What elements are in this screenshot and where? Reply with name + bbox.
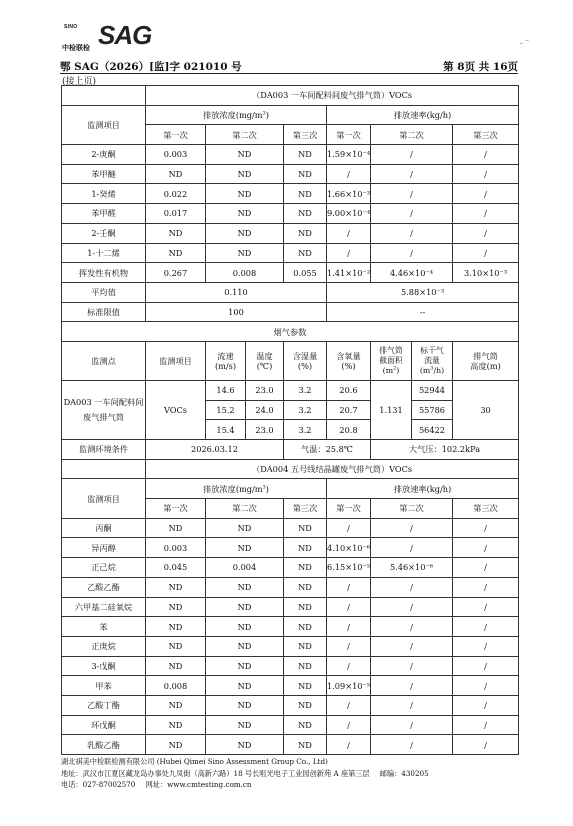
table-row: [62, 597, 519, 617]
conc-3: ND: [284, 538, 327, 558]
avg-conc: 0.110: [146, 282, 327, 302]
item-name: 1-癸烯: [62, 184, 146, 204]
continued-label: (接上页): [62, 77, 97, 87]
sub-header: 第三次: [453, 125, 519, 145]
table-row: [62, 676, 519, 696]
rate-2: /: [371, 597, 453, 617]
item-name: 3-戊酮: [62, 656, 146, 676]
table-body: [62, 86, 519, 755]
flue-flow: 14.6: [206, 380, 246, 400]
page-number: 第 8页 共 16页: [443, 61, 518, 73]
rate-2: /: [371, 243, 453, 263]
conc-3: ND: [284, 558, 327, 578]
conc-2: ND: [206, 617, 284, 637]
rate-3: /: [453, 184, 519, 204]
rate-2: 5.46×10⁻⁶: [371, 558, 453, 578]
flue-dry: 55786: [412, 400, 453, 420]
conc-1: ND: [146, 597, 206, 617]
rate-2: /: [371, 518, 453, 538]
sub-header: 第二次: [371, 125, 453, 145]
flue-height: 30: [453, 380, 519, 439]
item-name: 异丙醇: [62, 538, 146, 558]
rate-3: /: [453, 597, 519, 617]
cell: [62, 86, 146, 106]
table-row: [62, 695, 519, 715]
flue-area-header: 排气筒 截面积 $(m^2)$: [371, 341, 412, 380]
flue-title: 烟气参数: [62, 322, 519, 342]
flue-moist: 3.2: [284, 420, 327, 440]
conc-2: ND: [206, 676, 284, 696]
flue-temp-header: 温度 (℃): [246, 341, 284, 380]
rate-3: /: [453, 617, 519, 637]
rate-1: /: [327, 695, 371, 715]
footer-phone: 电话：027-87002570: [61, 780, 136, 790]
conc-1: 0.008: [146, 676, 206, 696]
conc-2: ND: [206, 695, 284, 715]
table-row: [62, 577, 519, 597]
item-name: 六甲基二硅氧烷: [62, 597, 146, 617]
flue-moist-header: 含湿量 (%): [284, 341, 327, 380]
rate-1: /: [327, 164, 371, 184]
table-row: [62, 263, 519, 283]
flue-row: [62, 380, 519, 400]
table-row: [62, 735, 519, 755]
table2-rate-header: 排放速率(kg/h): [327, 479, 519, 499]
table-row: [62, 636, 519, 656]
conc-1: ND: [146, 695, 206, 715]
rate-1: 6.15×10⁻⁵: [327, 558, 371, 578]
table-row: [62, 243, 519, 263]
rate-1: 1.59×10⁻⁴: [327, 145, 371, 165]
flue-flow-header: 流速 (m/s): [206, 341, 246, 380]
item-name: 正己烷: [62, 558, 146, 578]
flue-title-row: [62, 322, 519, 342]
flue-moist: 3.2: [284, 400, 327, 420]
rate-2: /: [371, 715, 453, 735]
page-footer: [61, 756, 521, 791]
conc-2: 0.004: [206, 558, 284, 578]
rate-1: 4.10×10⁻⁶: [327, 538, 371, 558]
conc-2: ND: [206, 518, 284, 538]
table2-title-row: [62, 459, 519, 479]
conc-3: ND: [284, 243, 327, 263]
flue-temp: 23.0: [246, 420, 284, 440]
flue-flow: 15.4: [206, 420, 246, 440]
conc-3: ND: [284, 518, 327, 538]
rate-2: /: [371, 538, 453, 558]
rate-2: /: [371, 735, 453, 755]
table-row: [62, 656, 519, 676]
table1-rate-header: 排放速率(kg/h): [327, 105, 519, 125]
sub-header: 第二次: [206, 499, 284, 519]
rate-2: /: [371, 223, 453, 243]
conc-1: ND: [146, 577, 206, 597]
table-row: [62, 145, 519, 165]
table-row: [62, 518, 519, 538]
conc-1: ND: [146, 518, 206, 538]
conc-1: 0.017: [146, 204, 206, 224]
conc-3: ND: [284, 695, 327, 715]
flue-oxy-header: 含氧量 (%): [327, 341, 371, 380]
item-name: 正庚烷: [62, 636, 146, 656]
report-number: 鄂 SAG（2026）[监]字 021010 号: [60, 61, 242, 73]
sub-header: 第三次: [284, 125, 327, 145]
conc-2: ND: [206, 538, 284, 558]
conc-1: 0.003: [146, 145, 206, 165]
conc-3: ND: [284, 184, 327, 204]
rate-3: /: [453, 715, 519, 735]
env-row: [62, 440, 519, 460]
rate-3: /: [453, 695, 519, 715]
table1-conc-header: 排放浓度$(mg/m^3)$: [146, 105, 327, 125]
item-name: 苯甲醚: [62, 164, 146, 184]
rate-1: /: [327, 617, 371, 637]
table1-title-row: [62, 86, 519, 106]
sub-header: 第二次: [371, 499, 453, 519]
conc-3: ND: [284, 617, 327, 637]
rate-3: /: [453, 164, 519, 184]
rate-1: /: [327, 577, 371, 597]
cell: [62, 459, 146, 479]
rate-2: /: [371, 145, 453, 165]
table1-item-header: 监测项目: [62, 105, 146, 144]
flue-item: VOCs: [146, 380, 206, 439]
item-name: 2-壬酮: [62, 223, 146, 243]
rate-3: /: [453, 145, 519, 165]
item-name: 乙酸丁酯: [62, 695, 146, 715]
sub-header: 第一次: [146, 499, 206, 519]
flue-point: DA003 一车间配料间废气排气筒: [62, 380, 146, 439]
flue-dry: 52944: [412, 380, 453, 400]
conc-2: ND: [206, 597, 284, 617]
rate-3: /: [453, 676, 519, 696]
conc-1: ND: [146, 617, 206, 637]
table1-limit-row: [62, 302, 519, 322]
flue-header-row: [62, 341, 519, 380]
flue-item-header: 监测项目: [146, 341, 206, 380]
footer-contact-line: [61, 779, 521, 791]
flue-temp: 24.0: [246, 400, 284, 420]
conc-2: ND: [206, 243, 284, 263]
company-logo: [60, 20, 152, 56]
conc-1: ND: [146, 243, 206, 263]
env-temp: 气温：25.8℃: [284, 440, 371, 460]
conc-3: ND: [284, 636, 327, 656]
sub-header: 第一次: [327, 125, 371, 145]
rate-1: 1.66×10⁻³: [327, 184, 371, 204]
rate-3: /: [453, 636, 519, 656]
logo-sag-text: SAG: [98, 20, 152, 50]
conc-3: ND: [284, 597, 327, 617]
flue-oxy: 20.7: [327, 400, 371, 420]
conc-3: ND: [284, 204, 327, 224]
conc-2: ND: [206, 184, 284, 204]
report-header: [60, 59, 518, 74]
rate-1: 9.00×10⁻⁴: [327, 204, 371, 224]
item-name: 苯甲醛: [62, 204, 146, 224]
conc-1: ND: [146, 735, 206, 755]
rate-3: /: [453, 243, 519, 263]
sub-header: 第三次: [453, 499, 519, 519]
limit-label: 标准限值: [62, 302, 146, 322]
conc-1: 0.045: [146, 558, 206, 578]
conc-1: ND: [146, 164, 206, 184]
flue-oxy: 20.8: [327, 420, 371, 440]
table-row: [62, 538, 519, 558]
item-name: 乙酸乙酯: [62, 577, 146, 597]
rate-2: /: [371, 656, 453, 676]
flue-moist: 3.2: [284, 380, 327, 400]
table-row: [62, 558, 519, 578]
footer-web: 网址：www.cmtesting.com.cn: [145, 780, 252, 790]
item-name: 环戊酮: [62, 715, 146, 735]
conc-2: ND: [206, 735, 284, 755]
conc-2: ND: [206, 145, 284, 165]
conc-1: ND: [146, 656, 206, 676]
flue-point-header: 监测点: [62, 341, 146, 380]
conc-3: ND: [284, 164, 327, 184]
table-row: [62, 204, 519, 224]
item-name: 挥发性有机物: [62, 263, 146, 283]
conc-1: ND: [146, 636, 206, 656]
rate-3: /: [453, 204, 519, 224]
scan-mark: ‐ ⁻: [519, 37, 531, 48]
report-table: [61, 85, 519, 755]
conc-1: 0.267: [146, 263, 206, 283]
conc-3: ND: [284, 735, 327, 755]
item-name: 2-庚酮: [62, 145, 146, 165]
conc-3: 0.055: [284, 263, 327, 283]
footer-address-line: [61, 768, 521, 780]
table1-header-row: [62, 105, 519, 125]
flue-height-header: 排气筒 高度(m): [453, 341, 519, 380]
flue-flow: 15.2: [206, 400, 246, 420]
env-pressure: 大气压：102.2kPa: [371, 440, 519, 460]
rate-2: /: [371, 204, 453, 224]
table2-header-row: [62, 479, 519, 499]
table-row: [62, 164, 519, 184]
conc-2: ND: [206, 577, 284, 597]
item-name: 乳酸乙酯: [62, 735, 146, 755]
rate-2: /: [371, 577, 453, 597]
table1-avg-row: [62, 282, 519, 302]
conc-3: ND: [284, 577, 327, 597]
sub-header: 第三次: [284, 499, 327, 519]
conc-2: ND: [206, 223, 284, 243]
logo-cn-text: 中检联检: [62, 43, 90, 52]
rate-2: /: [371, 617, 453, 637]
sub-header: 第二次: [206, 125, 284, 145]
rate-2: /: [371, 636, 453, 656]
rate-2: 4.46×10⁻⁴: [371, 263, 453, 283]
flue-dry: 56422: [412, 420, 453, 440]
flue-temp: 23.0: [246, 380, 284, 400]
conc-2: ND: [206, 164, 284, 184]
rate-3: /: [453, 558, 519, 578]
rate-3: 3.10×10⁻³: [453, 263, 519, 283]
conc-2: 0.008: [206, 263, 284, 283]
rate-1: 1.41×10⁻²: [327, 263, 371, 283]
item-name: 丙酮: [62, 518, 146, 538]
table-row: [62, 184, 519, 204]
conc-3: ND: [284, 145, 327, 165]
rate-3: /: [453, 735, 519, 755]
table-row: [62, 223, 519, 243]
flue-dry-header: 标干气 流量 $(m^3/h)$: [412, 341, 453, 380]
limit-rate: --: [327, 302, 519, 322]
table1-title: （DA003 一车间配料间废气排气筒）VOCs: [146, 86, 519, 106]
table2-item-header: 监测项目: [62, 479, 146, 518]
rate-1: /: [327, 223, 371, 243]
rate-2: /: [371, 676, 453, 696]
conc-3: ND: [284, 715, 327, 735]
table-row: [62, 715, 519, 735]
rate-1: /: [327, 715, 371, 735]
footer-zip: 邮编：430205: [379, 768, 429, 778]
rate-1: 1.09×10⁻⁵: [327, 676, 371, 696]
rate-2: /: [371, 164, 453, 184]
footer-address: 地址：武汉市江夏区藏龙岛办事处九凤街（高新六路）18 号长咀光电子工业园创新苑 A 座第三层: [61, 768, 370, 778]
conc-3: ND: [284, 676, 327, 696]
rate-1: /: [327, 243, 371, 263]
sub-header: 第一次: [327, 499, 371, 519]
item-name: 甲苯: [62, 676, 146, 696]
table2-title: （DA004 五号线结晶罐废气排气筒）VOCs: [146, 459, 519, 479]
logo-small-text: SINO: [64, 24, 78, 30]
flue-area: 1.131: [371, 380, 412, 439]
rate-3: /: [453, 223, 519, 243]
env-label: 监测环境条件: [62, 440, 146, 460]
avg-rate: 5.88×10⁻³: [327, 282, 519, 302]
rate-2: /: [371, 184, 453, 204]
rate-3: /: [453, 656, 519, 676]
conc-1: ND: [146, 715, 206, 735]
conc-2: ND: [206, 636, 284, 656]
rate-1: /: [327, 597, 371, 617]
rate-1: /: [327, 636, 371, 656]
rate-1: /: [327, 518, 371, 538]
conc-3: ND: [284, 656, 327, 676]
rate-1: /: [327, 656, 371, 676]
conc-3: ND: [284, 223, 327, 243]
env-date: 2026.03.12: [146, 440, 284, 460]
footer-company: 湖北祺美中检联检测有限公司 (Hubei Qimei Sino Assessment Group Co., Ltd): [61, 757, 328, 766]
limit-conc: 100: [146, 302, 327, 322]
conc-2: ND: [206, 656, 284, 676]
item-name: 1-十二烯: [62, 243, 146, 263]
table2-conc-header: 排放浓度$(mg/m^3)$: [146, 479, 327, 499]
header-rule: [60, 73, 518, 74]
conc-2: ND: [206, 204, 284, 224]
table-row: [62, 617, 519, 637]
conc-1: 0.003: [146, 538, 206, 558]
rate-3: /: [453, 518, 519, 538]
rate-2: /: [371, 695, 453, 715]
conc-1: ND: [146, 223, 206, 243]
rate-1: /: [327, 735, 371, 755]
rate-3: /: [453, 538, 519, 558]
conc-1: 0.022: [146, 184, 206, 204]
avg-label: 平均值: [62, 282, 146, 302]
rate-3: /: [453, 577, 519, 597]
flue-oxy: 20.6: [327, 380, 371, 400]
sub-header: 第一次: [146, 125, 206, 145]
item-name: 苯: [62, 617, 146, 637]
conc-2: ND: [206, 715, 284, 735]
